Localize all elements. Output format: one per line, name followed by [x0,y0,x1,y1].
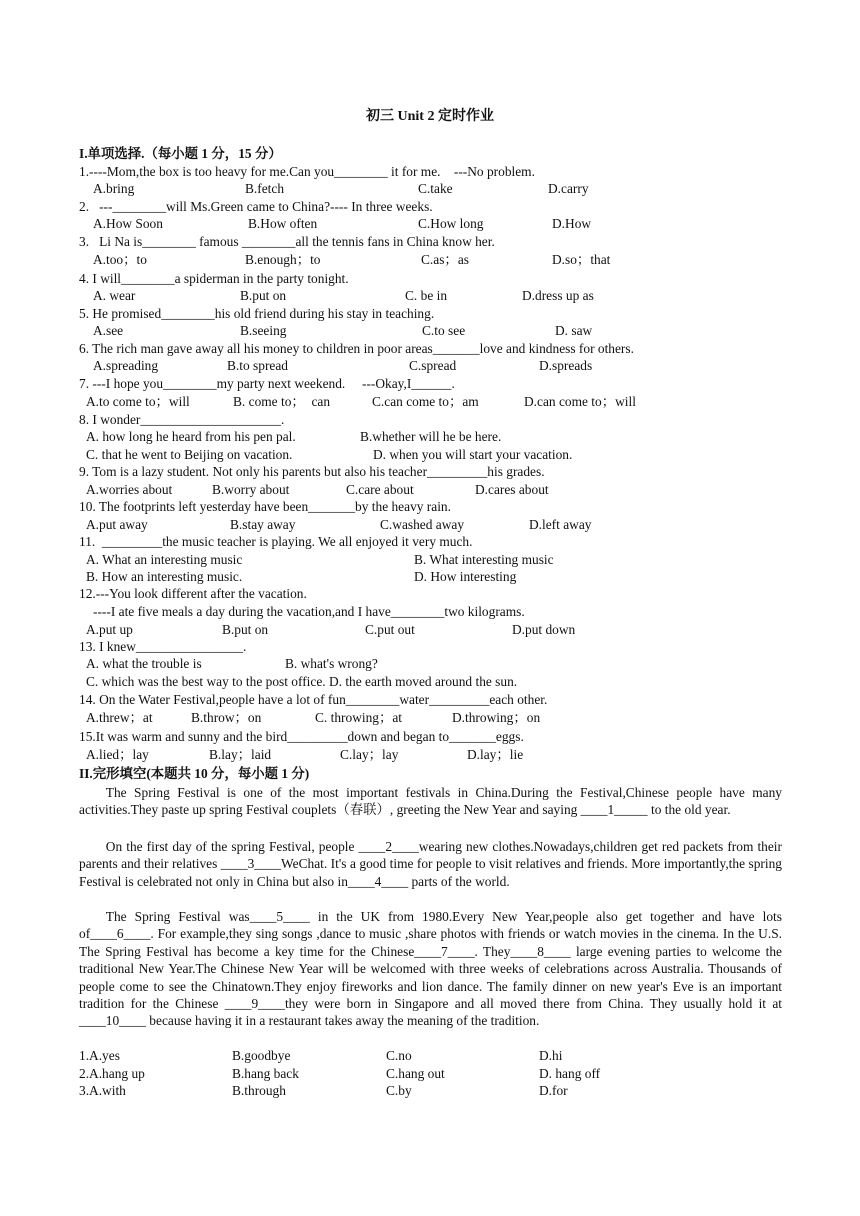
option-d: D.can come to；will [524,394,636,409]
option-a: A.too；to [93,252,147,267]
section-heading-cloze: II.完形填空(本题共 10 分，每小题 1 分) [79,766,310,781]
option-c: C.as；as [421,252,469,267]
question-stem: 15.It was warm and sunny and the bird_________down and began to_______eggs. [79,729,524,744]
option-c: C.can come to；am [372,394,479,409]
option-d: D.throwing；on [452,710,541,725]
question-stem: 2. ---________will Ms.Green came to China?---- In three weeks. [79,199,433,214]
question-stem: 1.----Mom,the box is too heavy for me.Can you________ it for me. ---No problem. [79,164,535,179]
option-a: A.see [93,323,124,338]
cloze-option-c: C.no [386,1048,412,1063]
option-d: D.dress up as [522,288,594,303]
question-stem: 11. _________the music teacher is playing. We all enjoyed it very much. [79,534,473,549]
option-d: D.How [552,216,592,231]
cloze-option-b: B.hang back [232,1066,299,1081]
option-a: A.bring [93,181,135,196]
option-a: A.spreading [93,358,159,373]
option-a: A. wear [93,288,136,303]
question-stem: 6. The rich man gave away all his money to children in poor areas_______love and kindness for others. [79,341,634,356]
option-c: C.washed away [380,517,465,532]
option-b: B.stay away [230,517,296,532]
option-c: B. How an interesting music. [86,569,243,584]
option-b: B. come to； can [233,394,331,409]
cloze-option-c: C.by [386,1083,412,1098]
cloze-option-d: D. hang off [539,1066,601,1081]
question-stem: 7. ---I hope you________my party next weekend. ---Okay,I______. [79,376,455,391]
passage-paragraph-1: The Spring Festival is one of the most important festivals in China.During the Festival,Chinese people have many activities.They paste up spring Festival couplets（春联）, greeting the New Year and saying ____1_____ to the old year. [79,785,782,818]
option-c: C. be in [405,288,448,303]
option-b: B.enough；to [245,252,321,267]
question-stem: 8. I wonder_____________________. [79,412,285,427]
option-c-d: C. which was the best way to the post office. D. the earth moved around the sun. [86,674,518,689]
question-stem: 9. Tom is a lazy student. Not only his parents but also his teacher_________his grades. [79,464,545,479]
cloze-option-b: B.goodbye [232,1048,291,1063]
option-d: D.left away [529,517,592,532]
option-d: D.carry [548,181,589,196]
passage-paragraph-3: The Spring Festival was____5____ in the UK from 1980.Every New Year,people also get together and have lots of____6____. For example,they sing songs ,dance to music ,share photos with friends or watch movies in the cinema. In the U.S. The Spring Festival has become a key time for the Chinese____7____. They____8____ large evening parties to welcome the traditional New Year.The Chinese New Year will be welcomed with three weeks of celebrations across Australia. Thousands of people come to see the Chinatown.They enjoy fireworks and lion dance. The family dinner on new year's Eve is an important tradition for the Chinese ____9____they were born in Singapore and all moved there from China. They usually hold it at ____10____ because having it in a restaurant takes away the meaning of the tradition. [79,909,782,1029]
question-stem: 4. I will________a spiderman in the party tonight. [79,271,349,286]
option-c: C.take [418,181,453,196]
page-title: 初三 Unit 2 定时作业 [366,109,494,124]
cloze-option-a: 3.A.with [79,1083,126,1098]
option-a: A.put away [86,517,148,532]
option-c: C.to see [422,323,466,338]
option-d: D. saw [555,323,593,338]
cloze-option-d: D.for [539,1083,568,1098]
option-d: D.cares about [475,482,549,497]
cloze-option-a: 1.A.yes [79,1048,120,1063]
option-b: B.lay；laid [209,747,272,762]
question-stem: 3. Li Na is________ famous ________all the tennis fans in China know her. [79,234,495,249]
option-a: A.put up [86,622,133,637]
option-d: D. How interesting [414,569,517,584]
option-b: B.put on [240,288,287,303]
cloze-option-c: C.hang out [386,1066,445,1081]
option-b: B.seeing [240,323,287,338]
option-a: A. What an interesting music [86,552,243,567]
option-a: A. what the trouble is [86,656,202,671]
option-c: C. throwing；at [315,710,403,725]
option-d: D.put down [512,622,576,637]
option-d: D.lay；lie [467,747,524,762]
option-a: A.lied；lay [86,747,149,762]
option-b: B.to spread [227,358,288,373]
option-c: C.put out [365,622,415,637]
question-stem: 5. He promised________his old friend during his stay in teaching. [79,306,435,321]
option-b: B.fetch [245,181,285,196]
passage-paragraph-2: On the first day of the spring Festival, people ____2____wearing new clothes.Nowadays,children get red packets from their parents and their relatives ____3____WeChat. It's a good time for people to visit relatives and friends. More importantly,the spring Festival is celebrated not only in China but also in____4____ parts of the world. [79,839,782,889]
option-b: B.How often [248,216,318,231]
option-c: C.care about [346,482,414,497]
cloze-option-a: 2.A.hang up [79,1066,145,1081]
question-stem: 12.---You look different after the vacation. [79,586,307,601]
option-c: C. that he went to Beijing on vacation. [86,447,293,462]
option-b: B. What interesting music [414,552,554,567]
question-stem: 10. The footprints left yesterday have been_______by the heavy rain. [79,499,451,514]
option-a: A.to come to；will [86,394,190,409]
cloze-option-d: D.hi [539,1048,563,1063]
question-stem: 14. On the Water Festival,people have a lot of fun________water_________each other. [79,692,548,707]
section-heading-multiple-choice: I.单项选择.（每小题 1 分，15 分） [79,146,282,161]
question-stem: 13. I knew________________. [79,639,247,654]
option-a: A. how long he heard from his pen pal. [86,429,296,444]
option-d: D. when you will start your vacation. [373,447,573,462]
option-a: A.threw；at [86,710,153,725]
option-c: C.spread [409,358,457,373]
option-d: D.so；that [552,252,611,267]
option-c: C.How long [418,216,484,231]
question-stem-continued: ----I ate five meals a day during the vacation,and I have________two kilograms. [93,604,525,619]
option-a: A.worries about [86,482,173,497]
option-d: D.spreads [539,358,593,373]
option-b: B. what's wrong? [285,656,378,671]
option-b: B.throw；on [191,710,262,725]
option-b: B.worry about [212,482,290,497]
option-b: B.put on [222,622,269,637]
option-b: B.whether will he be here. [360,429,502,444]
option-c: C.lay；lay [340,747,399,762]
cloze-option-b: B.through [232,1083,286,1098]
option-a: A.How Soon [93,216,163,231]
